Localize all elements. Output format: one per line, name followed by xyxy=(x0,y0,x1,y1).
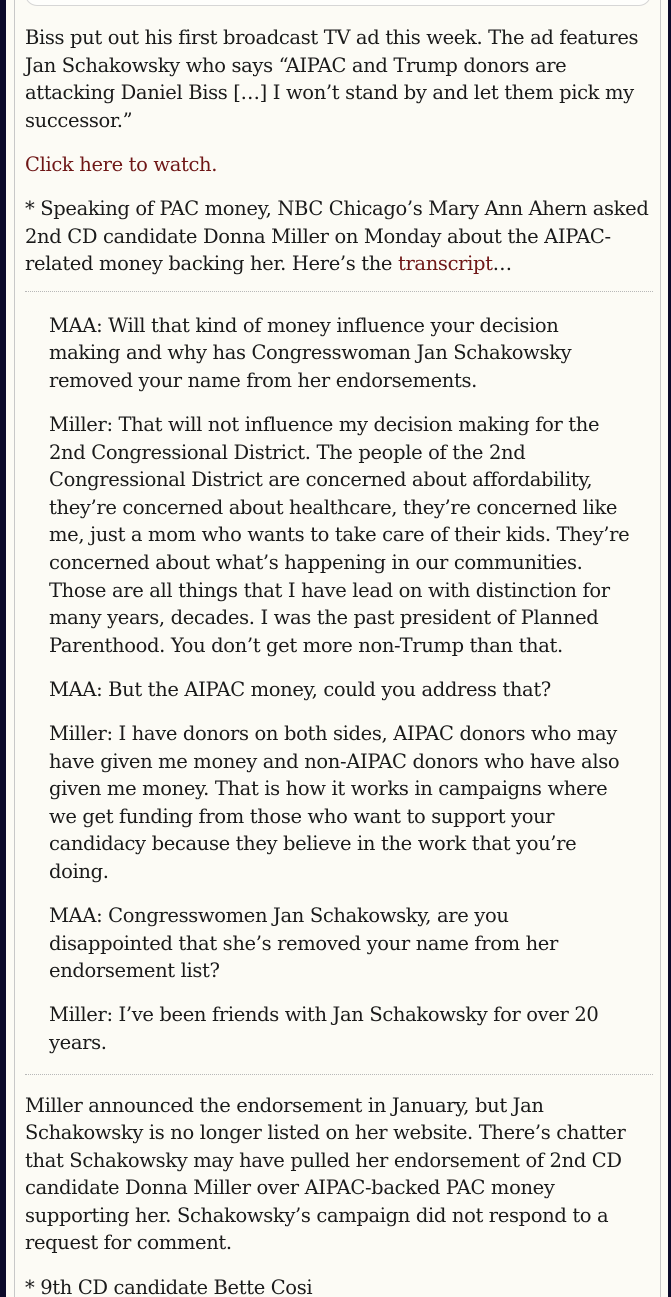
divider-bottom xyxy=(25,1074,653,1075)
followup-paragraph: Miller announced the endorsement in January, but Jan Schakowsky is no longer listed on her website. There’s chatter that Schakowsky may have pulled her endorsement of 2nd CD candidate Donna Miller over AIPAC-backed PAC money supporting her. Schakowsky’s campaign did not respond to a request for comment. xyxy=(25,1093,626,1255)
page xyxy=(6,0,668,1297)
embedded-media-box xyxy=(25,0,651,6)
transcript-line: MAA: But the AIPAC money, could you address that? xyxy=(49,677,551,701)
speaking-paragraph xyxy=(25,195,655,278)
article-body xyxy=(25,24,655,1297)
intro-paragraph: Biss put out his first broadcast TV ad this week. The ad features Jan Schakowsky who says “AIPAC and Trump donors are attacking Daniel Biss […] I won’t stand by and let them pick my successor.” xyxy=(25,26,639,132)
transcript-line: MAA: Congresswomen Jan Schakowsky, are you disappointed that she’s removed your name from her endorsement list? xyxy=(49,904,558,983)
speaking-text: * Speaking of PAC money, NBC Chicago’s Mary Ann Ahern asked 2nd CD candidate Donna Miller on Monday about the AIPAC-related money backing her. Here’s the xyxy=(25,196,649,276)
transcript-line: MAA: Will that kind of money influence your decision making and why has Congresswoman Jan Schakowsky removed your name from her endorsements. xyxy=(49,313,572,392)
next-item-paragraph: * 9th CD candidate Bette Cosi xyxy=(25,1275,313,1297)
article-frame xyxy=(14,0,661,1297)
speaking-ellipsis: … xyxy=(492,252,512,276)
divider-top xyxy=(25,291,653,292)
transcript-line: Miller: I’ve been friends with Jan Schakowsky for over 20 years. xyxy=(49,1003,599,1054)
transcript-line: Miller: I have donors on both sides, AIPAC donors who may have given me money and non-AIPAC donors who have also given me money. That is how it works in campaigns where we get funding from those who want to support your candidacy because they believe in the work that you’re doing. xyxy=(49,721,620,883)
transcript-line: Miller: That will not influence my decision making for the 2nd Congressional District. The people of the 2nd Congressional District are concerned about affordability, they’re concerned about healthcare, they’re concerned like me, just a mom who wants to take care of their kids. They’re concerned about what’s happening in our communities. Those are all things that I have lead on with distinction for many years, decades. I was the past president of Planned Parenthood. You don’t get more non-Trump than that. xyxy=(49,413,630,657)
transcript-link[interactable]: transcript xyxy=(397,252,493,276)
watch-link[interactable]: Click here to watch. xyxy=(25,152,218,176)
transcript-blockquote xyxy=(25,312,655,1057)
watch-paragraph xyxy=(25,151,655,179)
